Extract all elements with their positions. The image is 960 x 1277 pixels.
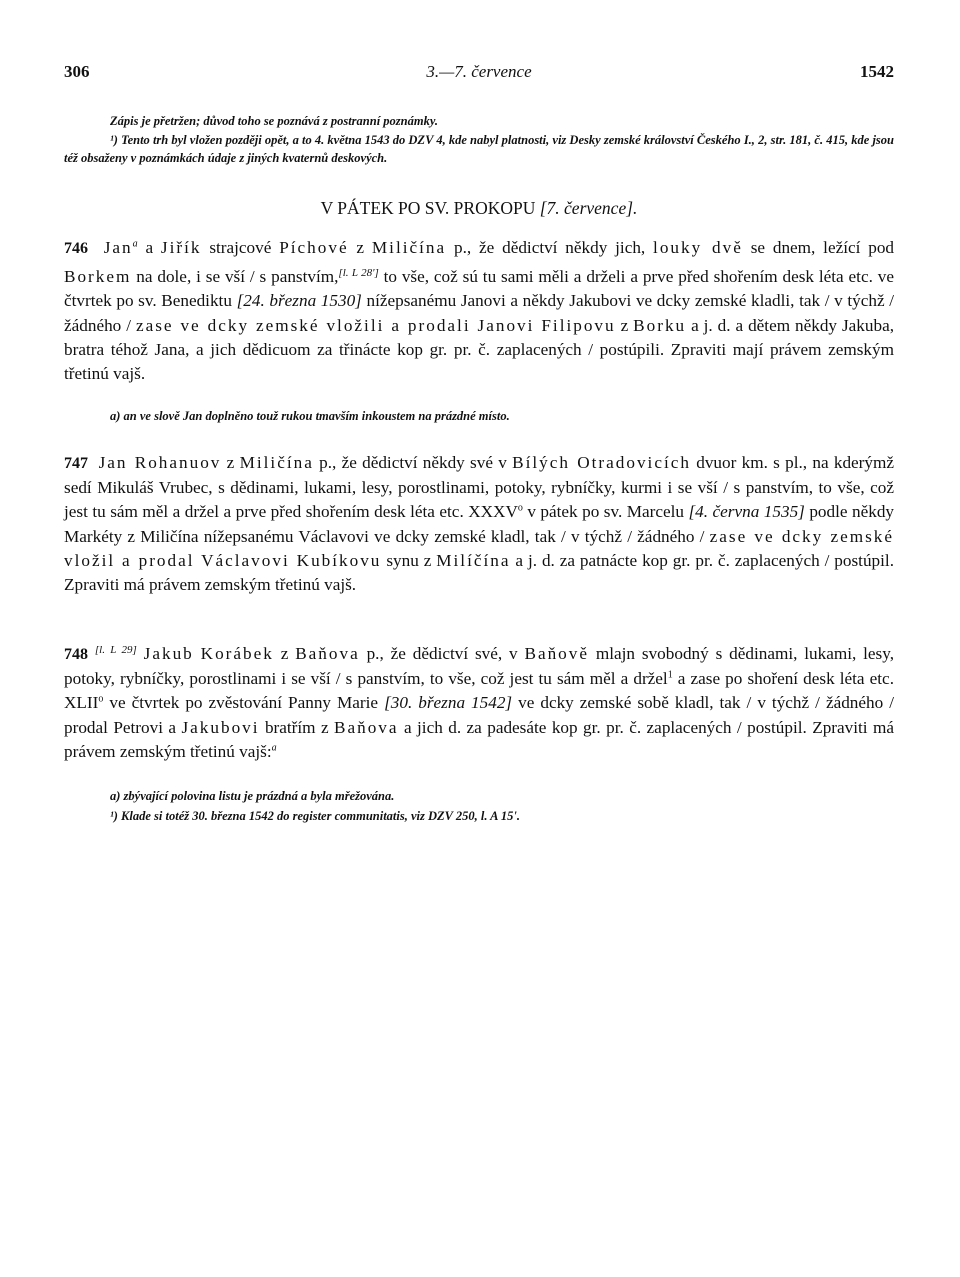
footnote-mark: a) [110,409,121,423]
entry-text: a [137,238,161,257]
entry-date: [24. března 1530] [236,291,362,311]
footnote-mark: ¹) [110,809,118,823]
entry-text: a jich d. za padesáte kop gr. pr. č. zaplacených / postúpil. Zpraviti má právem zemským třetinú vajš: [64,717,895,761]
entry-date: [30. března 1542] [384,693,513,713]
entry-name: Jakub [143,644,194,663]
entry-text: nížepsanému Janovi a někdy Jakubovi ve dcky zemské kladli, tak / v týchž / žádného / [64,291,895,335]
footnote-748-a [64,787,894,805]
entry-place: Baňově [524,644,590,663]
entry-text: na dole, i se vší / s panstvím, [131,267,339,287]
entry-name: Jan Rohanuov [98,453,222,472]
entry-place: Borkem [64,267,132,287]
entry-text: a j. d. a dětem někdy Jakuba, bratra téhož Jana, a jich dědicuom za třinácte kop gr. pr. č. zaplacených / postúpili. Zpraviti mají právem zemským třetinú vajš. [64,315,894,384]
entry-place: Borku [633,315,687,335]
entry-date: [4. června 1535] [688,502,805,522]
entry-text: z [221,453,240,472]
superscript: o [98,693,104,705]
top-footnote-text: Tento trh byl vložen později opět, a to 4. května 1543 do DZV 4, kde nabyl platnosti, viz Desky zemské království Českého I., 2, str. 181, č. 415, kde jsou též obsaženy v poznámkách údaje z jiných kvaternů deskových. [64,133,894,165]
footnote-mark: a) [110,789,121,803]
top-note-1: Zápis je přetržen; důvod toho se poznává z postranní poznámky. [110,114,439,128]
entry-name: Korábek [200,644,274,663]
footnote-746 [64,407,894,425]
superscript: 1 [667,669,673,681]
entry-text: mlajn svobodný s dědinami, lukami, lesy, potoky, rybníčky, porostlinami i se vší / s panstvím, to vše, což jest tu sám měl a držel [64,644,895,689]
top-footnote [64,131,894,167]
footnote-marker: a [132,238,138,250]
top-footnote-mark: ¹) [110,133,118,147]
section-heading [64,198,894,219]
superscript: o [517,502,523,514]
entry-text: ve čtvrtek po zvěstování Panny Marie [103,693,385,713]
entry-number: 748 [64,646,88,663]
folio-reference: [l. L 29] [94,644,137,656]
footnote-text: Klade si totéž 30. března 1542 do register communitatis, viz DZV 250, l. A 15'. [121,809,521,823]
entry-name: Jan [103,238,133,257]
entry-spaced-text: louky dvě [653,238,743,257]
entry-place: Miličína [371,238,447,257]
entry-text [194,644,201,663]
entry-746 [64,236,894,386]
entry-text: p., že dědictví někdy jich, [446,238,654,257]
section-heading-date: [7. července]. [539,198,638,218]
entry-name: Píchové [279,238,349,257]
footnote-text: zbývající polovina listu je prázdná a byla mřežována. [123,789,395,803]
entry-text: z [348,238,372,257]
footnote-748-1 [64,807,894,825]
entry-text: p., že dědictví své, v [359,644,525,663]
entry-text: podle někdy Markéty z Miličína nížepsanému Václavovi ve dcky zemské kladl, tak / v týchž / žádného / [64,502,895,546]
entry-place: Milíčína [436,550,511,570]
folio-reference: [l. L 28'] [338,267,379,280]
entry-name: Jakubovi [181,717,260,737]
entry-text: z [615,315,634,335]
entry-text: strajcové [201,238,280,257]
running-title-date-range: 3.—7. července [426,62,532,81]
entry-text: a j. d. za patnácte kop gr. pr. č. zaplacených / postúpil. Zpraviti má právem zemským třetinú vajš. [64,550,894,595]
entry-text: bratřím z [259,717,335,737]
footnote-marker: a [271,742,277,754]
entry-text: to vše, což sú tu sami měli a drželi a prve před shořením desk léta etc. ve čtvrtek po sv. Benediktu [64,267,894,311]
page-number: 306 [64,62,90,81]
entry-text: synu z [381,550,437,570]
entry-spaced-text: zase ve dcky zemské vložil a prodal Václavovi Kubíkovu [64,526,894,570]
entry-text: z [273,644,296,663]
entry-text: se dnem, ležící pod [742,238,895,257]
entry-text: v pátek po sv. Marcelu [522,502,689,522]
entry-place: Baňova [334,717,399,737]
entry-name: Jiřík [160,238,202,257]
entry-text: a zase po shoření desk léta etc. XLII [64,669,894,713]
entry-spaced-text: zase ve dcky zemské vložili a prodali Janovi Filipovu [135,315,616,335]
entry-748 [64,638,894,764]
entry-place: Baňova [295,644,360,663]
page-header [64,62,894,86]
entry-text: p., že dědictví někdy své v [313,453,513,472]
entry-text: dvuor km. s pl., na kderýmž sedí Mikuláš Vrubec, s dědinami, lukami, lesy, porostlinami, potoky, rybníčky, kurmi i se vší / s panstvím, to vše, což jest tu sám měl a držel a prve před shořením desk léta etc. XXXV [64,453,894,522]
footnote-text: an ve slově Jan doplněno touž rukou tmavším inkoustem na prázdné místo. [123,409,510,423]
section-heading-text: V PÁTEK PO SV. PROKOPU [320,198,536,218]
entry-place: Bílých Otradovicích [512,453,691,472]
top-note [64,112,894,130]
entry-number: 746 [64,240,88,257]
entry-text: ve dcky zemské sobě kladl, tak / v týchž / žádného / prodal Petrovi a [64,693,894,737]
entry-747 [64,451,894,597]
entry-place: Miličína [239,453,314,472]
entry-number: 747 [64,455,88,472]
running-year: 1542 [860,62,894,81]
